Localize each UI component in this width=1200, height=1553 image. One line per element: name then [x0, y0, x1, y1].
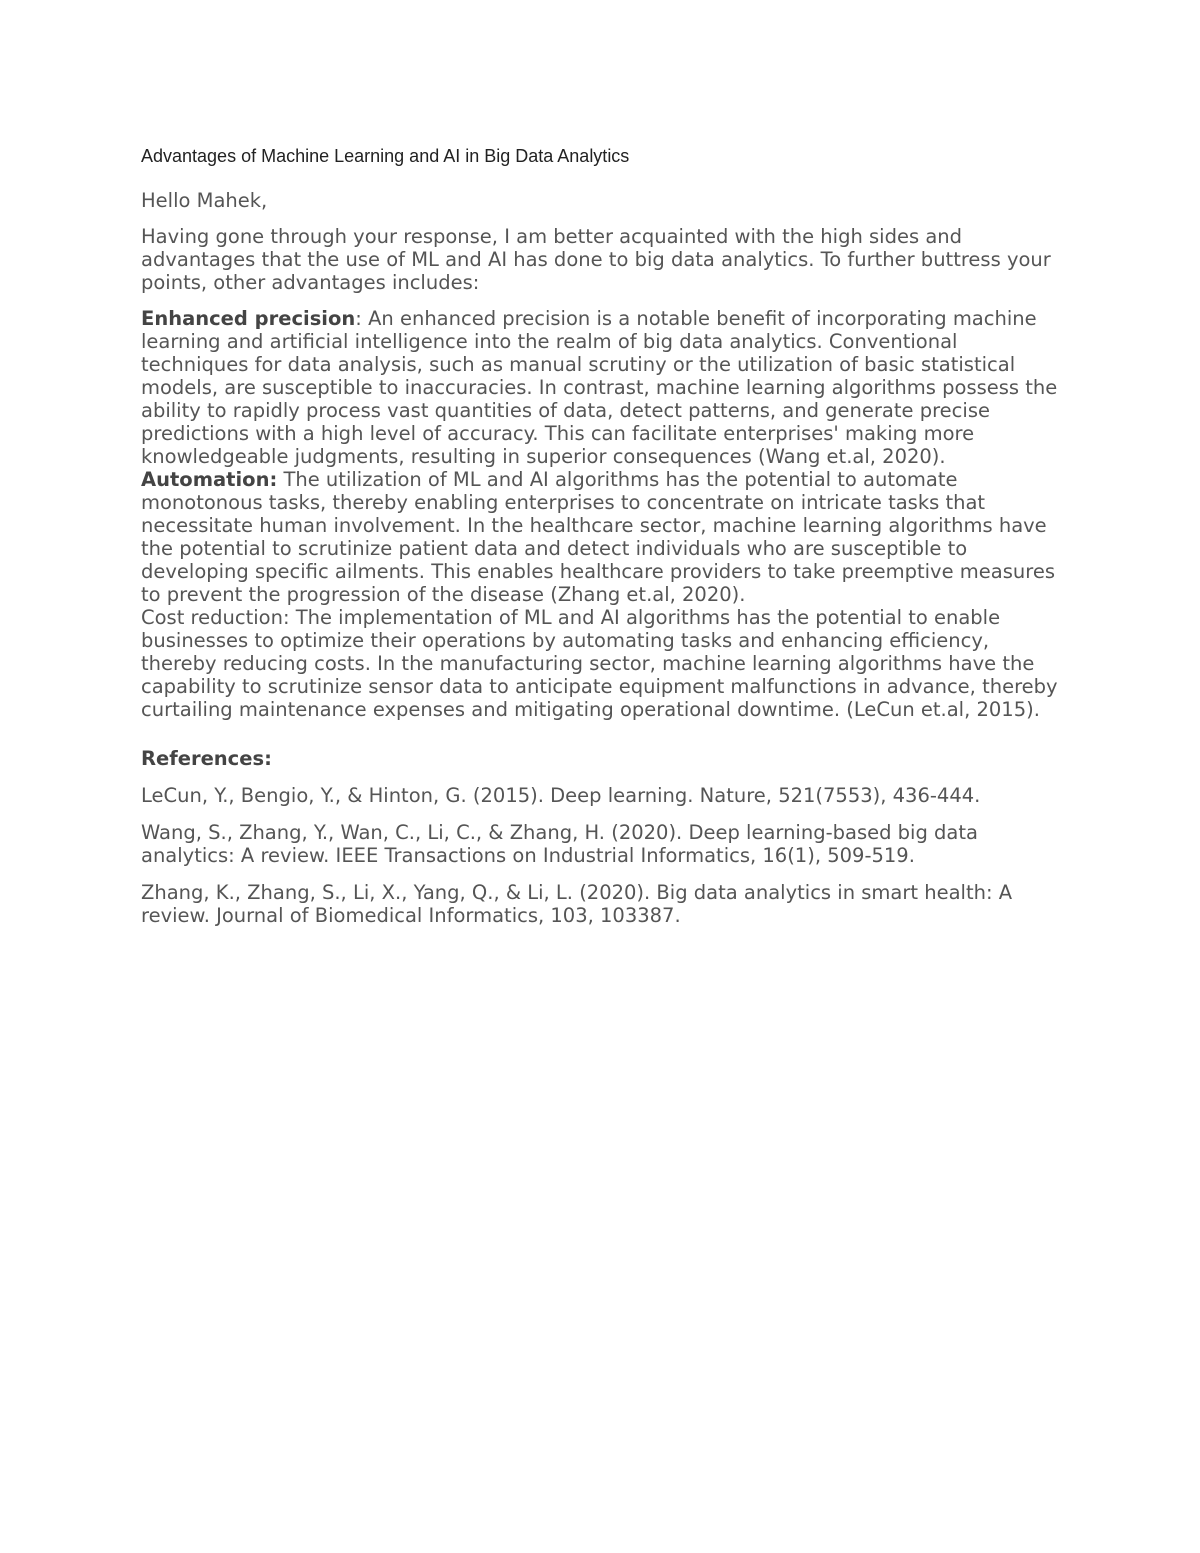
section-separator: : [355, 307, 369, 330]
section-heading: Automation: [141, 468, 278, 491]
reference-item: Zhang, K., Zhang, S., Li, X., Yang, Q., & Li, L. (2020). Big data analytics in smart health: A review. Journal of Biomedical Informatics, 103, 103387. [141, 881, 1013, 927]
intro-paragraph: Having gone through your response, I am better acquainted with the high sides and advantages that the use of ML and AI has done to big data analytics. To further buttress your points, other advantages includes: [141, 225, 1051, 294]
document-title: Advantages of Machine Learning and AI in Big Data Analytics [141, 146, 630, 166]
section-automation [141, 468, 1066, 606]
greeting: Hello Mahek, [141, 189, 268, 212]
references-heading: References: [141, 747, 272, 770]
reference-item: Wang, S., Zhang, Y., Wan, C., Li, C., & Zhang, H. (2020). Deep learning-based big data analytics: A review. IEEE Transactions on Industrial Informatics, 16(1), 509-519. [141, 821, 978, 867]
section-cost-reduction [141, 606, 1066, 721]
section-body: The utilization of ML and AI algorithms has the potential to automate monotonous tasks, thereby enabling enterprises to concentrate on intricate tasks that necessitate human involvement. In the healthcare sector, machine learning algorithms have the potential to scrutinize patient data and detect individuals who are susceptible to developing specific ailments. This enables healthcare providers to take preemptive measures to prevent the progression of the disease (Zhang et.al, 2020). [141, 468, 1055, 606]
document-body [141, 143, 1066, 941]
section-heading: Enhanced precision [141, 307, 356, 330]
section-enhanced-precision [141, 307, 1066, 468]
reference-item: LeCun, Y., Bengio, Y., & Hinton, G. (2015). Deep learning. Nature, 521(7553), 436-444. [141, 784, 981, 807]
section-body: Cost reduction: The implementation of ML and AI algorithms has the potential to enable businesses to optimize their operations by automating tasks and enhancing efficiency, thereby reducing costs. In the manufacturing sector, machine learning algorithms have the capability to scrutinize sensor data to anticipate equipment malfunctions in advance, thereby curtailing maintenance expenses and mitigating operational downtime. (LeCun et.al, 2015). [141, 606, 1058, 721]
section-body: An enhanced precision is a notable benefit of incorporating machine learning and artificial intelligence into the realm of big data analytics. Conventional techniques for data analysis, such as manual scrutiny or the utilization of basic statistical models, are susceptible to inaccuracies. In contrast, machine learning algorithms possess the ability to rapidly process vast quantities of data, detect patterns, and generate precise predictions with a high level of accuracy. This can facilitate enterprises' making more knowledgeable judgments, resulting in superior consequences (Wang et.al, 2020). [141, 307, 1058, 468]
